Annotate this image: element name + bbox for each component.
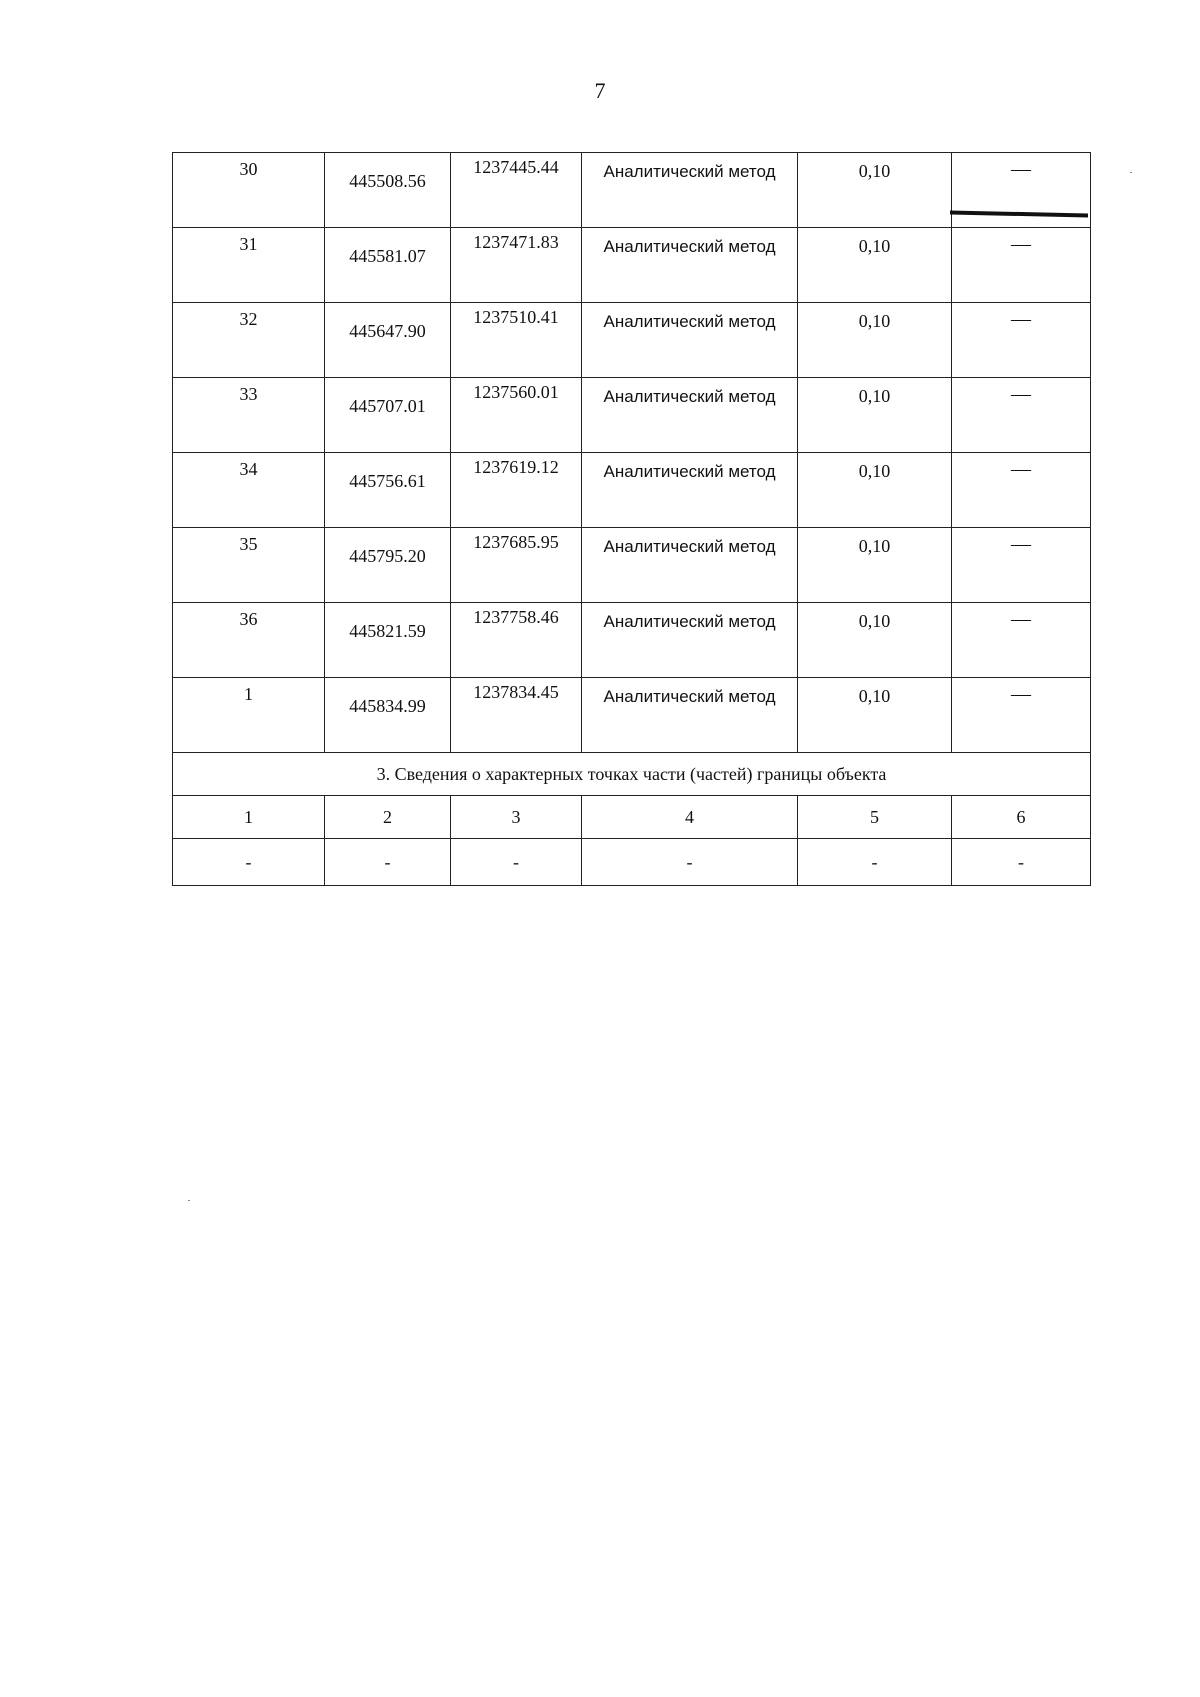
empty-value-cell: - [451,839,582,886]
x-coordinate-cell: 445707.01 [325,378,451,453]
table-body [173,153,1091,886]
empty-value-cell: - [173,839,325,886]
y-coordinate-cell: 1237834.45 [451,678,582,753]
x-coordinate-cell: 445821.59 [325,603,451,678]
accuracy-cell: 0,10 [798,378,952,453]
method-cell: Аналитический метод [582,303,798,378]
point-number-cell: 33 [173,378,325,453]
method-cell: Аналитический метод [582,228,798,303]
accuracy-cell: 0,10 [798,528,952,603]
accuracy-cell: 0,10 [798,453,952,528]
note-cell: — [952,153,1091,228]
accuracy-cell: 0,10 [798,678,952,753]
y-coordinate-cell: 1237685.95 [451,528,582,603]
column-number-row [173,796,1091,839]
table-row [173,453,1091,528]
method-cell: Аналитический метод [582,528,798,603]
table-row [173,228,1091,303]
point-number-cell: 30 [173,153,325,228]
x-coordinate-cell: 445508.56 [325,153,451,228]
empty-value-cell: - [325,839,451,886]
note-cell: — [952,603,1091,678]
y-coordinate-cell: 1237510.41 [451,303,582,378]
x-coordinate-cell: 445834.99 [325,678,451,753]
empty-value-cell: - [582,839,798,886]
x-coordinate-cell: 445581.07 [325,228,451,303]
page-number: 7 [594,78,606,103]
method-cell: Аналитический метод [582,153,798,228]
column-number-cell: 4 [582,796,798,839]
empty-value-cell: - [798,839,952,886]
y-coordinate-cell: 1237758.46 [451,603,582,678]
method-cell: Аналитический метод [582,378,798,453]
table-row [173,603,1091,678]
y-coordinate-cell: 1237445.44 [451,153,582,228]
method-cell: Аналитический метод [582,603,798,678]
accuracy-cell: 0,10 [798,303,952,378]
table-row [173,528,1091,603]
x-coordinate-cell: 445795.20 [325,528,451,603]
method-cell: Аналитический метод [582,678,798,753]
note-cell: — [952,528,1091,603]
empty-values-row [173,839,1091,886]
y-coordinate-cell: 1237619.12 [451,453,582,528]
y-coordinate-cell: 1237471.83 [451,228,582,303]
accuracy-cell: 0,10 [798,228,952,303]
column-number-cell: 6 [952,796,1091,839]
column-number-cell: 1 [173,796,325,839]
table-row [173,378,1091,453]
accuracy-cell: 0,10 [798,603,952,678]
point-number-cell: 1 [173,678,325,753]
method-cell: Аналитический метод [582,453,798,528]
point-number-cell: 35 [173,528,325,603]
column-number-cell: 3 [451,796,582,839]
point-number-cell: 32 [173,303,325,378]
scan-speck [188,1200,190,1201]
empty-value-cell: - [952,839,1091,886]
note-cell: — [952,378,1091,453]
section-3-row [173,753,1091,796]
table-row [173,153,1091,228]
note-cell: — [952,453,1091,528]
scan-speck [1130,172,1132,173]
note-cell: — [952,678,1091,753]
column-number-cell: 2 [325,796,451,839]
table-row [173,678,1091,753]
point-number-cell: 31 [173,228,325,303]
point-number-cell: 36 [173,603,325,678]
table-row [173,303,1091,378]
column-number-cell: 5 [798,796,952,839]
note-cell: — [952,228,1091,303]
boundary-points-table [172,152,1091,886]
note-cell: — [952,303,1091,378]
y-coordinate-cell: 1237560.01 [451,378,582,453]
accuracy-cell: 0,10 [798,153,952,228]
point-number-cell: 34 [173,453,325,528]
x-coordinate-cell: 445756.61 [325,453,451,528]
section-3-title: 3. Сведения о характерных точках части (частей) границы объекта [173,753,1091,796]
x-coordinate-cell: 445647.90 [325,303,451,378]
